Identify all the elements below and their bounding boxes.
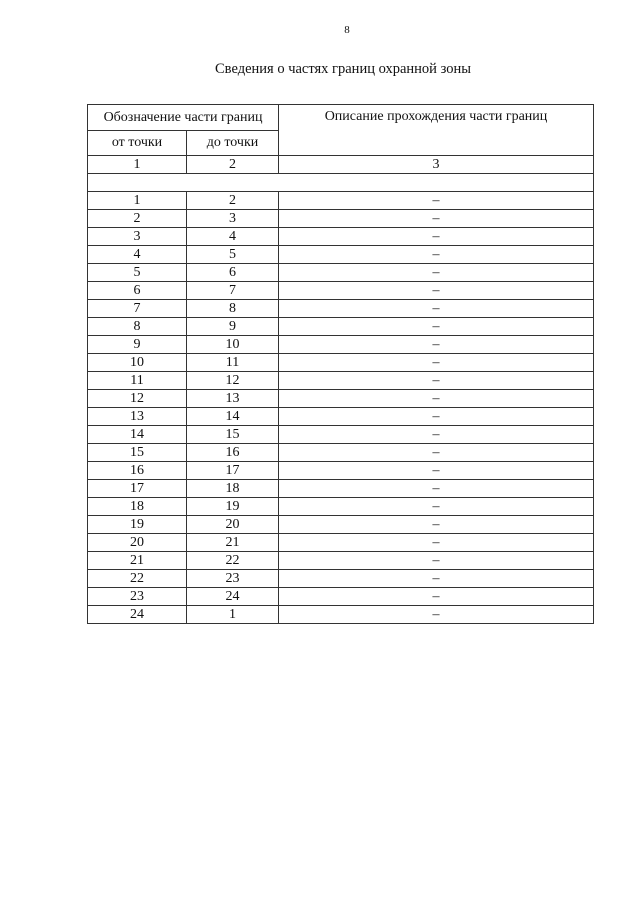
section-separator-row [88,174,594,192]
cell-from-point: 11 [88,372,187,390]
column-number: 3 [279,156,594,174]
cell-to-point: 14 [187,408,279,426]
cell-from-point: 17 [88,480,187,498]
cell-from-point: 9 [88,336,187,354]
table-row [88,246,594,264]
cell-to-point: 8 [187,300,279,318]
cell-to-point: 3 [187,210,279,228]
cell-to-point: 21 [187,534,279,552]
cell-description: – [279,462,594,480]
cell-to-point: 24 [187,588,279,606]
cell-description: – [279,552,594,570]
cell-to-point: 18 [187,480,279,498]
cell-to-point: 1 [187,606,279,624]
cell-from-point: 14 [88,426,187,444]
table-row [88,228,594,246]
cell-to-point: 9 [187,318,279,336]
cell-description: – [279,426,594,444]
table-row [88,462,594,480]
table-row [88,318,594,336]
table-row [88,444,594,462]
cell-from-point: 21 [88,552,187,570]
cell-to-point: 20 [187,516,279,534]
table-row [88,534,594,552]
table-row [88,300,594,318]
cell-from-point: 18 [88,498,187,516]
cell-description: – [279,570,594,588]
table-row [88,390,594,408]
cell-to-point: 6 [187,264,279,282]
cell-description: – [279,606,594,624]
table-row [88,588,594,606]
cell-from-point: 23 [88,588,187,606]
cell-from-point: 5 [88,264,187,282]
table-row [88,282,594,300]
cell-to-point: 17 [187,462,279,480]
cell-to-point: 5 [187,246,279,264]
table-row [88,408,594,426]
table-row [88,192,594,210]
cell-to-point: 2 [187,192,279,210]
cell-description: – [279,588,594,606]
cell-description: – [279,192,594,210]
table-row [88,264,594,282]
table-row [88,354,594,372]
cell-from-point: 13 [88,408,187,426]
cell-to-point: 7 [187,282,279,300]
cell-from-point: 1 [88,192,187,210]
cell-to-point: 15 [187,426,279,444]
table-row [88,570,594,588]
table-row [88,426,594,444]
column-number: 1 [88,156,187,174]
cell-to-point: 19 [187,498,279,516]
cell-from-point: 6 [88,282,187,300]
cell-from-point: 20 [88,534,187,552]
cell-to-point: 11 [187,354,279,372]
cell-from-point: 16 [88,462,187,480]
header-to-point: до точки [187,131,279,156]
cell-from-point: 19 [88,516,187,534]
column-number: 2 [187,156,279,174]
cell-description: – [279,246,594,264]
document-title: Сведения о частях границ охранной зоны [215,61,471,77]
cell-from-point: 7 [88,300,187,318]
cell-from-point: 15 [88,444,187,462]
table-row [88,210,594,228]
cell-from-point: 8 [88,318,187,336]
section-separator-cell [88,174,594,192]
cell-to-point: 13 [187,390,279,408]
cell-description: – [279,210,594,228]
cell-from-point: 3 [88,228,187,246]
table-row [88,516,594,534]
header-description: Описание прохождения части границ [279,105,594,156]
cell-description: – [279,372,594,390]
cell-to-point: 22 [187,552,279,570]
cell-to-point: 12 [187,372,279,390]
cell-description: – [279,480,594,498]
cell-from-point: 24 [88,606,187,624]
header-part-designation: Обозначение части границ [88,105,279,131]
cell-from-point: 22 [88,570,187,588]
table-row [88,480,594,498]
cell-from-point: 2 [88,210,187,228]
table-body [88,105,594,624]
cell-description: – [279,498,594,516]
table-row [88,336,594,354]
page-number: 8 [344,24,350,36]
cell-description: – [279,354,594,372]
cell-description: – [279,408,594,426]
cell-description: – [279,534,594,552]
cell-to-point: 16 [187,444,279,462]
boundary-parts-table [87,104,594,624]
cell-to-point: 23 [187,570,279,588]
header-row-group [88,105,594,131]
cell-to-point: 10 [187,336,279,354]
cell-from-point: 10 [88,354,187,372]
column-numbering-row [88,156,594,174]
cell-to-point: 4 [187,228,279,246]
cell-description: – [279,444,594,462]
cell-from-point: 12 [88,390,187,408]
cell-from-point: 4 [88,246,187,264]
cell-description: – [279,282,594,300]
header-from-point: от точки [88,131,187,156]
cell-description: – [279,390,594,408]
cell-description: – [279,336,594,354]
table-row [88,372,594,390]
cell-description: – [279,318,594,336]
table-row [88,498,594,516]
table-row [88,552,594,570]
cell-description: – [279,264,594,282]
cell-description: – [279,300,594,318]
table-row [88,606,594,624]
cell-description: – [279,516,594,534]
cell-description: – [279,228,594,246]
